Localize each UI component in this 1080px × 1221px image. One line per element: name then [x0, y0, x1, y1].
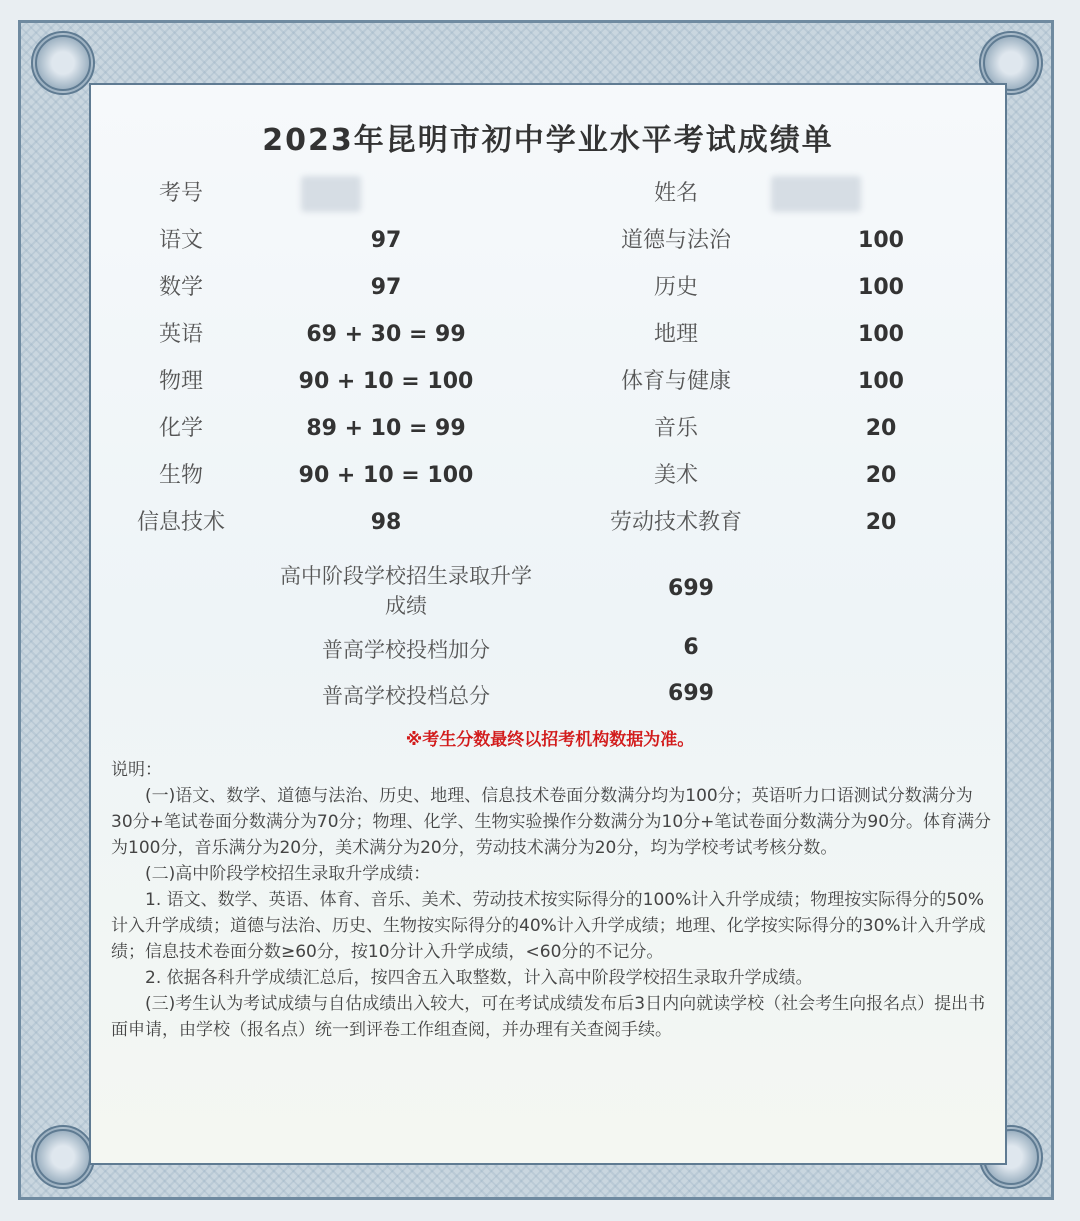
subject-label: 语文: [158, 228, 203, 253]
subject-label: 化学: [158, 416, 203, 441]
subject-score: 20: [865, 510, 897, 535]
subject-label: 数学: [158, 275, 203, 300]
subject-score: 100: [858, 228, 904, 253]
score-row: [91, 217, 1009, 264]
corner-ornament: [31, 31, 95, 95]
subject-label: 物理: [158, 369, 203, 394]
notes-heading: 说明：: [111, 760, 162, 780]
exam-number-label: 考号: [158, 181, 203, 206]
subject-label: 地理: [653, 322, 698, 347]
subject-score: 20: [865, 463, 897, 488]
summary-value: 699: [668, 681, 714, 706]
subject-score: 97: [370, 228, 402, 253]
subject-score: 100: [858, 275, 904, 300]
subject-score: 90 + 10 = 100: [298, 463, 474, 488]
document-title: 2023年昆明市初中学业水平考试成绩单: [262, 123, 834, 158]
summary-label: 普高学校投档总分: [322, 684, 490, 708]
notes-paragraph: (一)语文、数学、道德与法治、历史、地理、信息技术卷面分数满分均为100分；英语听力口语测试分数满分为30分+笔试卷面分数满分为70分；物理、化学、生物实验操作分数满分为10分+笔试卷面分数满分为90分。体育满分为100分，音乐满分为20分，美术满分为20分，劳动技术满分为20分，均为学校考试考核分数。: [111, 786, 992, 858]
subject-score: 97: [370, 275, 402, 300]
subject-score: 98: [370, 510, 402, 535]
notes-paragraph: (二)高中阶段学校招生录取升学成绩：: [145, 864, 431, 884]
name-label: 姓名: [653, 181, 698, 206]
score-row: [91, 499, 1009, 546]
disclaimer-note: ※考生分数最终以招考机构数据为准。: [405, 730, 695, 750]
subject-score: 69 + 30 = 99: [306, 322, 466, 347]
subject-label: 英语: [158, 322, 203, 347]
subject-score: 89 + 10 = 99: [306, 416, 466, 441]
corner-ornament: [31, 1125, 95, 1189]
subject-score: 100: [858, 322, 904, 347]
notes-paragraph: (三)考生认为考试成绩与自估成绩出入较大，可在考试成绩发布后3日内向就读学校（社会考生向报名点）提出书面申请，由学校（报名点）统一到评卷工作组查阅，并办理有关查阅手续。: [111, 994, 986, 1040]
score-row: [91, 452, 1009, 499]
subject-label: 劳动技术教育: [609, 510, 742, 535]
header-row: [91, 170, 1009, 217]
certificate-border: [18, 20, 1054, 1200]
subject-label: 道德与法治: [620, 228, 731, 253]
score-row: [91, 311, 1009, 358]
score-sheet: [89, 83, 1007, 1165]
summary-label: 普高学校投档加分: [322, 638, 490, 662]
notes-paragraph: 2. 依据各科升学成绩汇总后，按四舍五入取整数，计入高中阶段学校招生录取升学成绩。: [145, 968, 813, 988]
subject-score: 90 + 10 = 100: [298, 369, 474, 394]
subject-label: 体育与健康: [620, 369, 731, 394]
score-row: [91, 405, 1009, 452]
summary-value: 6: [683, 635, 699, 660]
score-row: [91, 358, 1009, 405]
explanatory-notes: [111, 757, 991, 1043]
summary-value: 699: [668, 576, 714, 601]
notes-paragraph: 1. 语文、数学、英语、体育、音乐、美术、劳动技术按实际得分的100%计入升学成绩；物理按实际得分的50%计入升学成绩；道德与法治、历史、生物按实际得分的40%计入升学成绩；地理、化学按实际得分的30%计入升学成绩；信息技术卷面分数≥60分，按10分计入升学成绩，<60分的不记分。: [111, 890, 986, 962]
subject-label: 历史: [653, 275, 698, 300]
subject-label: 音乐: [653, 416, 698, 441]
subject-score: 100: [858, 369, 904, 394]
redacted-exam-number: [301, 176, 361, 212]
redacted-name: [771, 176, 861, 212]
score-table: [91, 170, 1009, 546]
summary-label: 高中阶段学校招生录取升学成绩: [280, 564, 532, 618]
subject-label: 信息技术: [136, 510, 225, 535]
subject-label: 生物: [158, 463, 203, 488]
subject-label: 美术: [653, 463, 698, 488]
subject-score: 20: [865, 416, 897, 441]
score-row: [91, 264, 1009, 311]
